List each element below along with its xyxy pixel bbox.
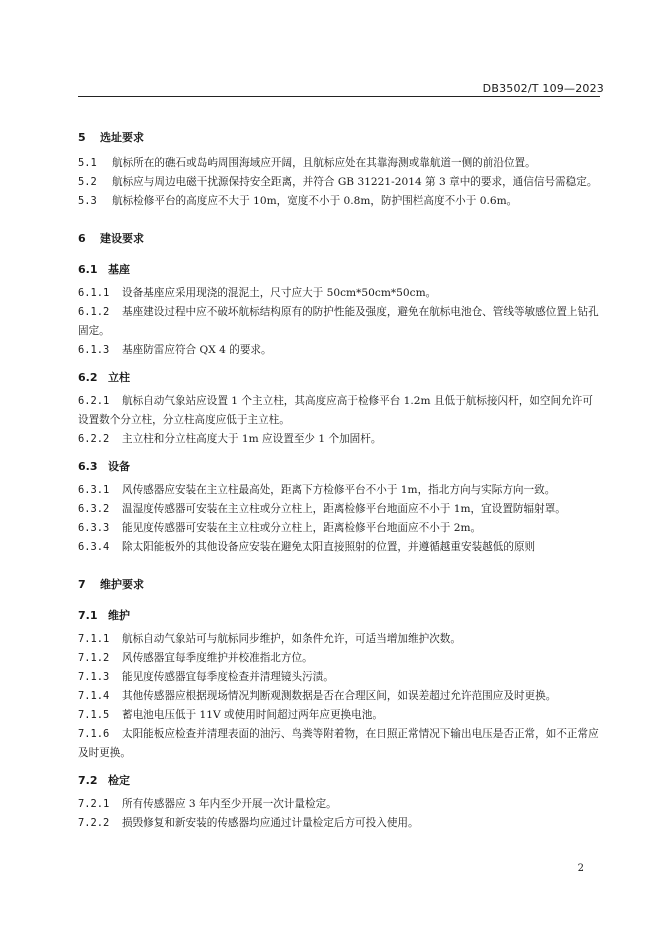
clause-text: 损毁修复和新安装的传感器均应通过计量检定后方可投入使用。 <box>122 817 419 829</box>
subsection-title: 检定 <box>108 774 130 787</box>
section-heading-6 <box>78 229 602 248</box>
clause-5-2 <box>78 173 602 192</box>
clause-6-3-3 <box>78 519 602 538</box>
clause-text: 航标应与周边电磁干扰源保持安全距离，并符合 GB 31221-2014 第 3 章中的要求，通信信号需稳定。 <box>112 176 598 188</box>
clause-7-1-6 <box>78 725 602 763</box>
clause-text: 蓄电池电压低于 11V 或使用时间超过两年应更换电池。 <box>122 709 383 721</box>
clause-text: 温湿度传感器可安装在主立柱或分立柱上，距离检修平台地面应不小于 1m，宜设置防辐射罩。 <box>122 503 566 515</box>
clause-text: 所有传感器应 3 年内至少开展一次计量检定。 <box>122 798 337 810</box>
section-title: 选址要求 <box>100 131 144 144</box>
clause-number: 7.2.1 <box>78 798 110 810</box>
subsection-title: 维护 <box>108 609 130 622</box>
subsection-title: 立柱 <box>108 371 130 384</box>
clause-6-2-2 <box>78 430 602 449</box>
clause-6-3-2 <box>78 500 602 519</box>
clause-text: 风传感器宜每季度维护并校准指北方位。 <box>122 652 313 664</box>
clause-6-1-3 <box>78 341 602 360</box>
clause-7-2-2 <box>78 814 602 833</box>
clause-number: 6.3.3 <box>78 522 110 534</box>
clause-7-1-5 <box>78 706 602 725</box>
clause-text: 航标检修平台的高度应不大于 10m，宽度不小于 0.8m，防护围栏高度不小于 0.6m。 <box>112 195 518 207</box>
clause-6-2-1 <box>78 392 602 430</box>
clause-7-1-3 <box>78 668 602 687</box>
clause-text: 航标自动气象站应设置 1 个主立柱，其高度应高于检修平台 1.2m 且低于航标接闪杆，如空间允许可设置数个分立柱，分立柱高度应低于主立柱。 <box>78 395 593 426</box>
clause-number: 5.3 <box>78 195 97 207</box>
subsection-heading-6-3 <box>78 457 602 476</box>
header-divider <box>78 96 600 97</box>
clause-number: 6.1.2 <box>78 306 110 318</box>
subsection-title: 基座 <box>108 263 130 276</box>
subsection-heading-6-1 <box>78 260 602 279</box>
clause-5-3 <box>78 192 602 211</box>
clause-number: 6.2.2 <box>78 433 110 445</box>
clause-text: 主立柱和分立柱高度大于 1m 应设置至少 1 个加固杆。 <box>122 433 382 445</box>
clause-number: 6.3.2 <box>78 503 110 515</box>
clause-number: 7.1.4 <box>78 690 110 702</box>
clause-6-3-1 <box>78 481 602 500</box>
clause-7-1-2 <box>78 649 602 668</box>
clause-number: 6.3.4 <box>78 541 110 553</box>
clause-7-1-1 <box>78 630 602 649</box>
clause-number: 7.1.6 <box>78 728 110 740</box>
clause-number: 7.2.2 <box>78 817 110 829</box>
clause-number: 6.3.1 <box>78 484 110 496</box>
clause-text: 航标所在的礁石或岛屿周围海域应开阔，且航标应处在其靠海测或靠航道一侧的前沿位置。 <box>112 157 536 169</box>
document-body <box>78 98 602 833</box>
section-title: 建设要求 <box>100 232 144 245</box>
clause-text: 能见度传感器可安装在主立柱或分立柱上，距离检修平台地面应不小于 2m。 <box>122 522 482 534</box>
clause-6-3-4 <box>78 538 602 557</box>
section-number: 7 <box>78 578 86 591</box>
clause-text: 除太阳能板外的其他设备应安装在避免太阳直接照射的位置，并遵循越重安装越低的原则 <box>122 541 536 553</box>
document-id: DB3502/T 109—2023 <box>482 82 604 95</box>
clause-text: 航标自动气象站可与航标同步维护，如条件允许，可适当增加维护次数。 <box>122 633 461 645</box>
clause-5-1 <box>78 154 602 173</box>
clause-text: 基座防雷应符合 QX 4 的要求。 <box>122 344 272 356</box>
clause-number: 5.1 <box>78 157 97 169</box>
subsection-heading-7-2 <box>78 771 602 790</box>
section-heading-7 <box>78 575 602 594</box>
clause-6-1-1 <box>78 284 602 303</box>
clause-text: 基座建设过程中应不破坏航标结构原有的防护性能及强度，避免在航标电池仓、管线等敏感位置上钻孔固定。 <box>78 306 599 337</box>
subsection-number: 6.1 <box>78 263 98 276</box>
clause-number: 7.1.3 <box>78 671 110 683</box>
section-heading-5 <box>78 128 602 147</box>
subsection-heading-6-2 <box>78 368 602 387</box>
section-number: 6 <box>78 232 86 245</box>
section-number: 5 <box>78 131 86 144</box>
subsection-number: 6.3 <box>78 460 98 473</box>
clause-text: 太阳能板应检查并清理表面的油污、鸟粪等附着物，在日照正常情况下输出电压是否正常，如不正常应及时更换。 <box>78 728 599 759</box>
clause-number: 6.2.1 <box>78 395 110 407</box>
clause-text: 其他传感器应根据现场情况判断观测数据是否在合理区间，如误差超过允许范围应及时更换。 <box>122 690 557 702</box>
clause-number: 7.1.2 <box>78 652 110 664</box>
subsection-number: 7.2 <box>78 774 98 787</box>
subsection-number: 7.1 <box>78 609 98 622</box>
subsection-title: 设备 <box>108 460 130 473</box>
clause-number: 6.1.3 <box>78 344 110 356</box>
clause-7-2-1 <box>78 795 602 814</box>
subsection-heading-7-1 <box>78 606 602 625</box>
section-title: 维护要求 <box>100 578 144 591</box>
clause-text: 能见度传感器宜每季度检查并清理镜头污渍。 <box>122 671 334 683</box>
clause-6-1-2 <box>78 303 602 341</box>
clause-7-1-4 <box>78 687 602 706</box>
clause-number: 5.2 <box>78 176 97 188</box>
clause-text: 风传感器应安装在主立柱最高处，距离下方检修平台不小于 1m，指北方向与实际方向一致。 <box>122 484 556 496</box>
clause-text: 设备基座应采用现浇的混泥土，尺寸应大于 50cm*50cm*50cm。 <box>122 287 437 299</box>
clause-number: 6.1.1 <box>78 287 110 299</box>
subsection-number: 6.2 <box>78 371 98 384</box>
clause-number: 7.1.5 <box>78 709 110 721</box>
clause-number: 7.1.1 <box>78 633 110 645</box>
page-number: 2 <box>577 863 584 874</box>
